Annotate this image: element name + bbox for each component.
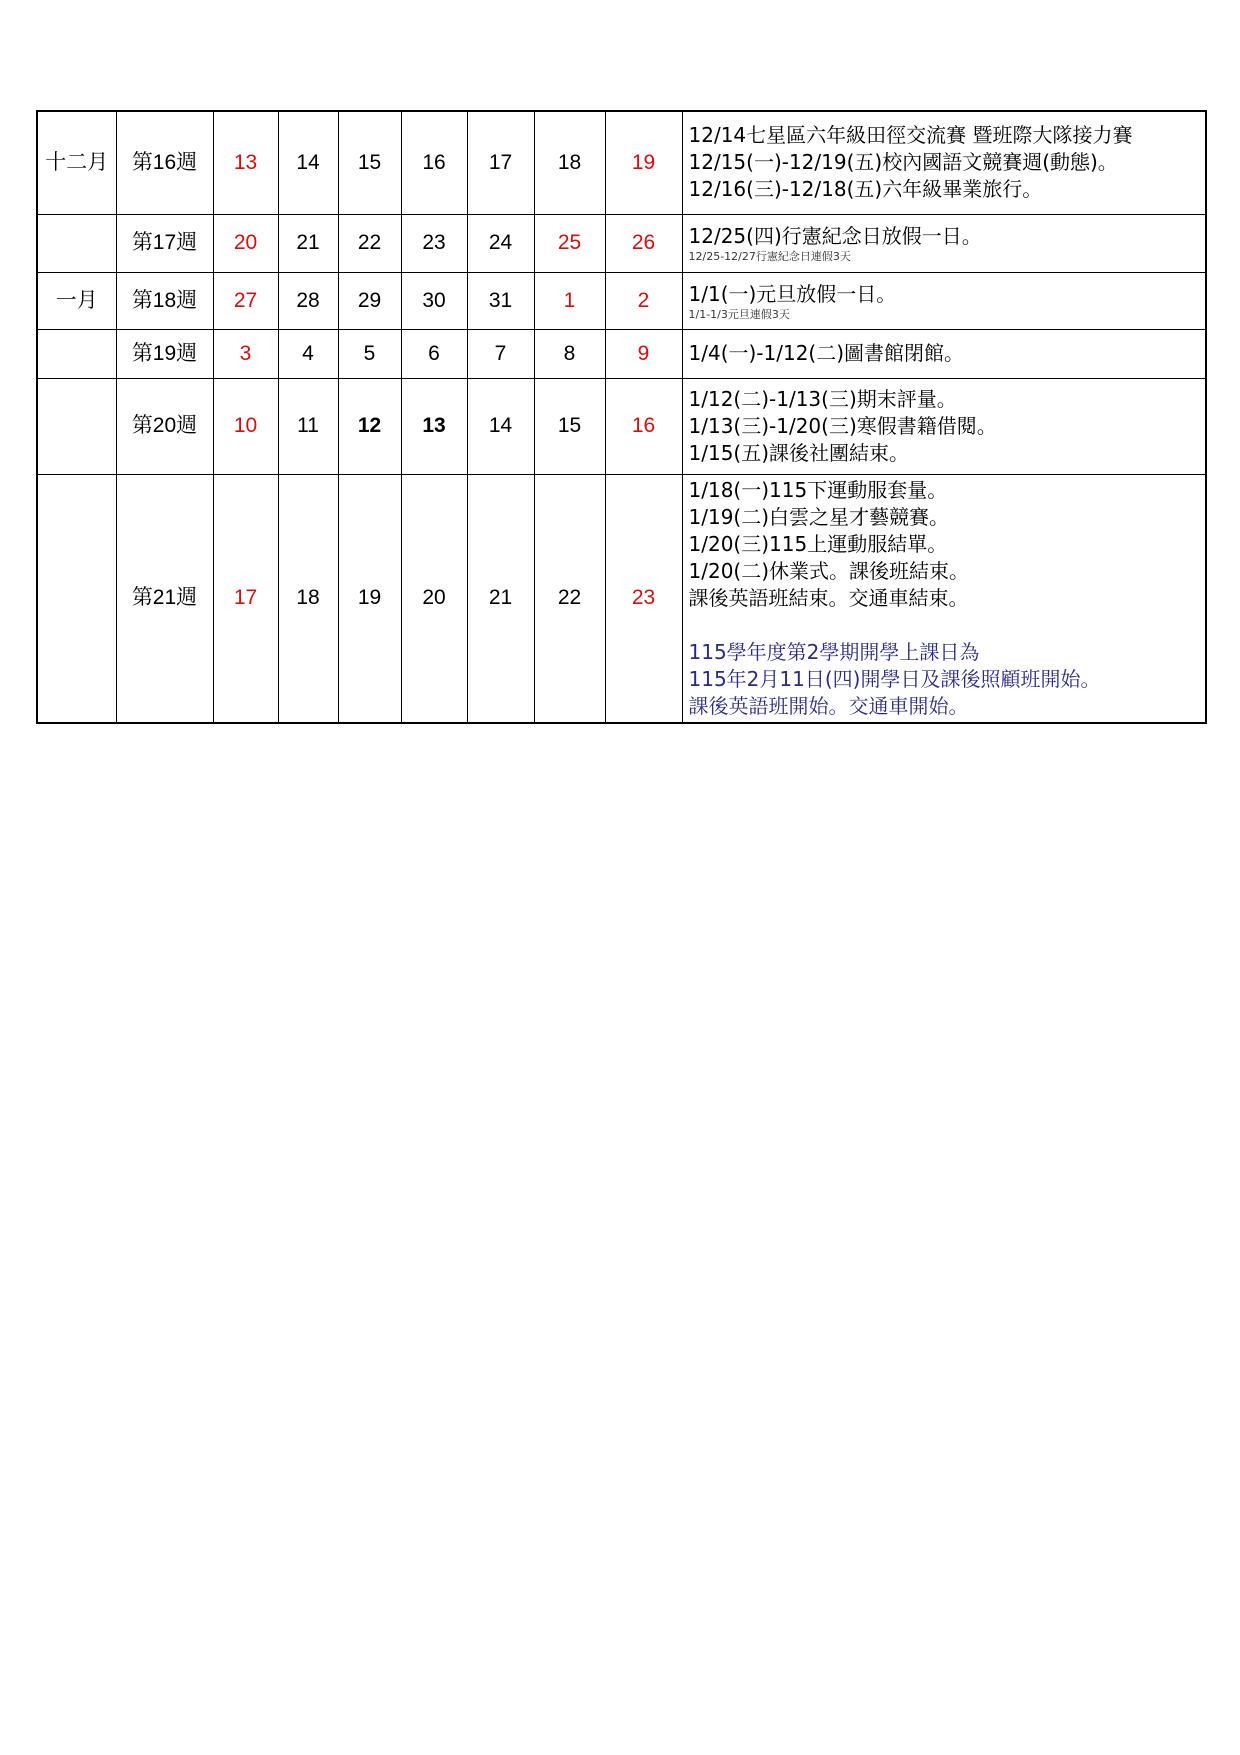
day-cell: 22: [338, 214, 401, 272]
day-cell: 24: [467, 214, 534, 272]
week-label-cell: 第16週: [116, 111, 213, 214]
day-cell: 25: [534, 214, 605, 272]
day-cell: 10: [213, 378, 278, 474]
day-cell: 15: [338, 111, 401, 214]
note-line: 1/19(二)白雲之星才藝競賽。: [688, 504, 950, 529]
day-cell: 18: [278, 474, 338, 723]
day-cell: 18: [534, 111, 605, 214]
day-cell: 21: [278, 214, 338, 272]
day-cell: 1: [534, 272, 605, 329]
week-row: [37, 329, 1206, 378]
note-line: 1/13(三)-1/20(三)寒假書籍借閱。: [688, 413, 997, 438]
note-line: 12/25(四)行憲紀念日放假一日。: [688, 224, 982, 248]
month-cell: [37, 329, 116, 378]
note-line: 1/12(二)-1/13(三)期末評量。: [688, 386, 957, 411]
day-cell: 23: [605, 474, 682, 723]
day-cell: 15: [534, 378, 605, 474]
week-row: [37, 214, 1206, 272]
day-cell: 22: [534, 474, 605, 723]
notes-cell: [682, 329, 1206, 378]
week-label-cell: 第18週: [116, 272, 213, 329]
note-line: 12/16(三)-12/18(五)六年級畢業旅行。: [688, 177, 1043, 202]
note-line: [689, 612, 1200, 639]
note-line: 12/15(一)-12/19(五)校內國語文競賽週(動態)。: [688, 150, 1118, 175]
day-cell: 17: [213, 474, 278, 723]
note-line: 1/1-1/3元旦連假3天: [688, 307, 790, 321]
day-cell: 23: [401, 214, 467, 272]
notes-cell: [682, 272, 1206, 329]
announcement-line: 115年2月11日(四)開學日及課後照顧班開始。: [688, 666, 1101, 691]
note-line: 1/1(一)元旦放假一日。: [688, 281, 897, 306]
day-cell: 29: [338, 272, 401, 329]
day-cell: 6: [401, 329, 467, 378]
day-cell: 20: [401, 474, 467, 723]
day-cell: 8: [534, 329, 605, 378]
note-line: 課後英語班結束。交通車結束。: [688, 585, 969, 610]
month-cell: 十二月: [37, 111, 116, 214]
day-cell: 13: [401, 378, 467, 474]
day-cell: 7: [467, 329, 534, 378]
day-cell: 13: [213, 111, 278, 214]
note-line: 12/25-12/27行憲紀念日連假3天: [688, 250, 851, 263]
note-line: 1/20(三)115上運動服結單。: [688, 531, 948, 556]
day-cell: 28: [278, 272, 338, 329]
notes-cell: [682, 474, 1206, 723]
day-cell: 27: [213, 272, 278, 329]
announcement-line: 115學年度第2學期開學上課日為: [688, 639, 980, 664]
week-row: [37, 474, 1206, 723]
week-label-cell: 第20週: [116, 378, 213, 474]
day-cell: 9: [605, 329, 682, 378]
notes-cell: [682, 378, 1206, 474]
day-cell: 16: [401, 111, 467, 214]
day-cell: 20: [213, 214, 278, 272]
day-cell: 2: [605, 272, 682, 329]
month-cell: 一月: [37, 272, 116, 329]
month-cell: [37, 378, 116, 474]
day-cell: 5: [338, 329, 401, 378]
note-line: 1/15(五)課後社團結束。: [688, 440, 910, 465]
day-cell: 14: [278, 111, 338, 214]
day-cell: 19: [338, 474, 401, 723]
note-line: 1/4(一)-1/12(二)圖書館閉館。: [688, 341, 965, 365]
school-calendar-table: [36, 110, 1207, 724]
week-label-cell: 第17週: [116, 214, 213, 272]
week-label-cell: 第19週: [116, 329, 213, 378]
calendar-body: [37, 111, 1206, 723]
day-cell: 26: [605, 214, 682, 272]
month-cell: [37, 214, 116, 272]
week-label-cell: 第21週: [116, 474, 213, 723]
week-row: [37, 111, 1206, 214]
day-cell: 16: [605, 378, 682, 474]
note-line: 1/20(二)休業式。課後班結束。: [688, 558, 970, 583]
day-cell: 17: [467, 111, 534, 214]
day-cell: 30: [401, 272, 467, 329]
day-cell: 11: [278, 378, 338, 474]
day-cell: 12: [338, 378, 401, 474]
day-cell: 31: [467, 272, 534, 329]
announcement-line: 課後英語班開始。交通車開始。: [688, 693, 969, 718]
month-cell: [37, 474, 116, 723]
notes-cell: [682, 111, 1206, 214]
note-line: 12/14七星區六年級田徑交流賽 暨班際大隊接力賽: [688, 123, 1133, 148]
day-cell: 3: [213, 329, 278, 378]
day-cell: 21: [467, 474, 534, 723]
day-cell: 4: [278, 329, 338, 378]
week-row: [37, 272, 1206, 329]
note-line: 1/18(一)115下運動服套量。: [688, 477, 948, 502]
notes-cell: [682, 214, 1206, 272]
day-cell: 19: [605, 111, 682, 214]
week-row: [37, 378, 1206, 474]
day-cell: 14: [467, 378, 534, 474]
